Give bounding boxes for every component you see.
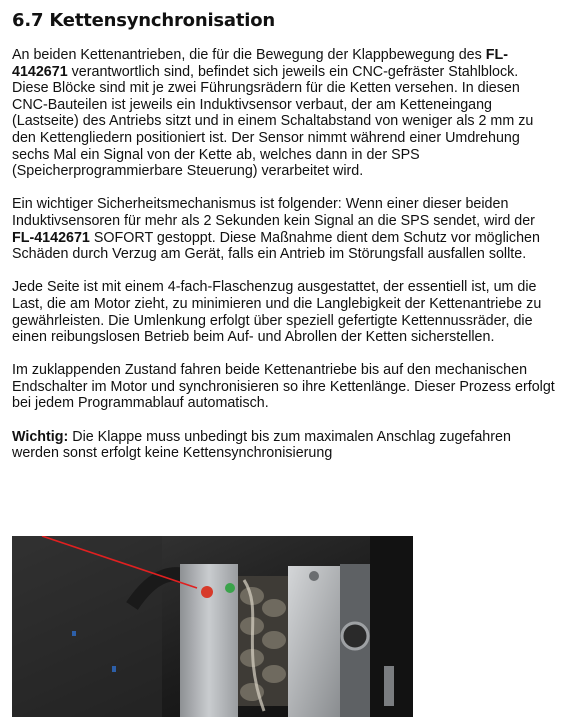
left-shadow bbox=[12, 536, 162, 717]
paragraph-sensor-description bbox=[12, 47, 557, 180]
bolt-hole bbox=[309, 571, 319, 581]
blue-marker bbox=[72, 631, 76, 636]
paragraph-safety-mechanism bbox=[12, 196, 557, 262]
model-number: FL-4142671 bbox=[12, 229, 90, 246]
paragraph-text: SOFORT gestoppt. Diese Maßnahme dient dem Schutz vor möglichen Schäden durch Verzug am Gerät, falls ein Antrieb im Störungsfall ausfallen sollte. bbox=[12, 229, 540, 263]
body-text bbox=[12, 47, 557, 478]
chain-drive-illustration bbox=[12, 536, 413, 717]
important-label: Wichtig: bbox=[12, 428, 69, 445]
paragraph-text: An beiden Kettenantrieben, die für die Bewegung der Klappbewegung des bbox=[12, 47, 486, 63]
blue-marker bbox=[112, 666, 116, 672]
paragraph-text: Ein wichtiger Sicherheitsmechanismus ist folgender: Wenn einer dieser beiden Induktivsensoren für mehr als 2 Sekunden kein Signal an die SPS sendet, wird der bbox=[12, 196, 535, 229]
paragraph-text: verantwortlich sind, befindet sich jeweils ein CNC-gefräster Stahlblock. Diese Blöcke sind mit je zwei Führungsrädern für die Ketten versehen. In diesen CNC-Bauteilen ist jeweils ein Induktivsensor verbaut, der am Ketteneingang (Lastseite) des Antriebs sitzt und in einem Schaltabstand von weniger als 2 mm zu den Kettengliedern positioniert ist. Der Sensor nimmt während einer Umdrehung sechs Mal ein Signal von der Kette ab, welches dann in der SPS (Speicherprogrammierbare Steuerung) verarbeitet wird. bbox=[12, 63, 534, 180]
sensor-red-cap bbox=[201, 586, 213, 598]
chain-drive-photo bbox=[12, 536, 413, 717]
paragraph-pulley: Jede Seite ist mit einem 4-fach-Flaschenzug ausgestattet, der essentiell ist, um die Last, die am Motor zieht, zu minimieren und die Langlebigkeit der Kettenantriebe zu gewährleisten. Die Umlenkung erfolgt über speziell gefertigte Kettennussräder, die einen reibungslosen Betrieb beim Auf- und Abrollen der Ketten sicherstellen. bbox=[12, 279, 542, 346]
section-title: Kettensynchronisation bbox=[49, 10, 276, 31]
section-number: 6.7 bbox=[12, 10, 44, 31]
paragraph-important-note bbox=[12, 429, 557, 462]
bearing bbox=[342, 623, 368, 649]
sensor-green-led bbox=[225, 583, 235, 593]
mount-bracket bbox=[384, 666, 394, 706]
section-heading bbox=[12, 10, 275, 31]
paragraph-synchronisation: Im zuklappenden Zustand fahren beide Kettenantriebe bis auf den mechanischen Endschalter im Motor und synchronisieren so ihre Kettenlänge. Dieser Prozess erfolgt bei jedem Programmablauf automatisch. bbox=[12, 362, 555, 412]
paragraph-text: Die Klappe muss unbedingt bis zum maximalen Anschlag zugefahren werden sonst erfolgt keine Kettensynchronisierung bbox=[12, 428, 511, 462]
model-number: FL-4142671 bbox=[12, 47, 508, 80]
right-steel-block bbox=[288, 566, 340, 717]
